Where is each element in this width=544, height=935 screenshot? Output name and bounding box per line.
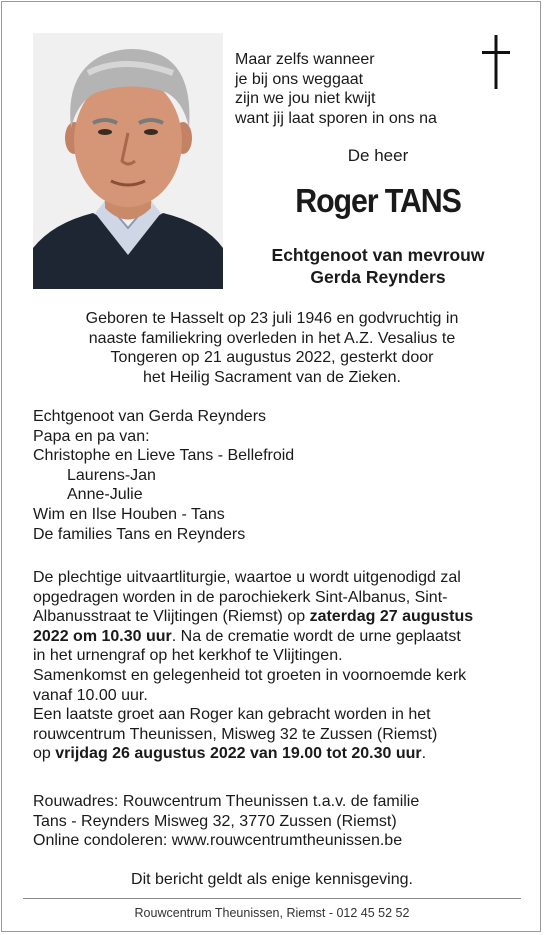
ceremony-text: op — [33, 745, 56, 763]
birth-death-paragraph — [33, 309, 511, 387]
ceremony-text: . Na de crematie wordt de urne geplaatst — [171, 627, 461, 645]
funeral-time: 2022 om 10.30 uur — [33, 627, 172, 645]
address-block — [33, 792, 419, 851]
ceremony-line: in het urnengraf op het kerkhof te Vlijtingen. — [33, 647, 343, 665]
ceremony-paragraph — [33, 568, 473, 764]
family-families: De families Tans en Reynders — [33, 525, 246, 543]
latin-cross-icon — [481, 35, 511, 96]
poem — [235, 50, 437, 128]
intro-line: het Heilig Sacrament van de Zieken. — [143, 368, 401, 386]
intro-line: naaste familiekring overleden in het A.Z. Vesalius te — [88, 329, 456, 347]
deceased-name: Roger TANS — [295, 182, 461, 219]
footer-contact: Rouwcentrum Theunissen, Riemst - 012 45 52 52 — [134, 906, 410, 920]
address-line: Tans - Reynders Misweg 32, 3770 Zussen (Riemst) — [33, 812, 397, 830]
ceremony-text: . — [421, 745, 427, 763]
ceremony-text: Albanusstraat te Vlijtingen (Riemst) op — [33, 608, 310, 626]
spouse-line: Echtgenoot van mevrouw — [271, 245, 485, 265]
family-papa-label: Papa en pa van: — [33, 427, 150, 445]
family-grandchild: Laurens-Jan — [67, 466, 156, 484]
condolence-line: Online condoleren: www.rouwcentrumtheunissen.be — [33, 832, 403, 850]
ceremony-line: De plechtige uitvaartliturgie, waartoe u wordt uitgenodigd zal — [33, 569, 461, 586]
ceremony-line: vanaf 10.00 uur. — [33, 686, 148, 704]
ceremony-line: Een laatste groet aan Roger kan gebracht worden in het — [33, 706, 431, 724]
ceremony-line: rouwcentrum Theunissen, Misweg 32 te Zussen (Riemst) — [33, 725, 438, 743]
poem-line: zijn we jou niet kwijt — [235, 90, 376, 107]
honorific-title: De heer — [347, 146, 409, 165]
ceremony-line: opgedragen worden in de parochiekerk Sint-Albanus, Sint- — [33, 588, 448, 606]
intro-line: Tongeren op 21 augustus 2022, gesterkt door — [110, 349, 434, 366]
notice-text: Dit bericht geldt als enige kennisgeving. — [131, 871, 413, 888]
poem-line: want jij laat sporen in ons na — [235, 109, 437, 127]
family-grandchild: Anne-Julie — [67, 486, 143, 504]
family-list — [33, 407, 294, 544]
visitation-time: vrijdag 26 augustus 2022 van 19.00 tot 20.30 uur — [55, 745, 422, 763]
ceremony-line — [33, 607, 473, 627]
poem-line: je bij ons weggaat — [235, 70, 364, 88]
ceremony-line — [33, 744, 473, 764]
intro-line: Geboren te Hasselt op 23 juli 1946 en godvruchtig in — [85, 310, 459, 327]
funeral-date: zaterdag 27 augustus — [309, 608, 474, 626]
address-line: Rouwadres: Rouwcentrum Theunissen t.a.v. de familie — [33, 793, 420, 810]
family-spouse: Echtgenoot van Gerda Reynders — [33, 408, 267, 425]
ceremony-line — [33, 627, 473, 647]
family-child: Christophe en Lieve Tans - Bellefroid — [33, 447, 295, 465]
footer-divider — [23, 898, 521, 899]
family-child: Wim en Ilse Houben - Tans — [33, 505, 225, 523]
spouse-name: Gerda Reynders — [310, 267, 446, 287]
portrait-photo — [33, 33, 223, 289]
poem-line: Maar zelfs wanneer — [235, 51, 375, 68]
ceremony-line: Samenkomst en gelegenheid tot groeten in voornoemde kerk — [33, 666, 467, 684]
spouse-heading — [245, 244, 511, 288]
